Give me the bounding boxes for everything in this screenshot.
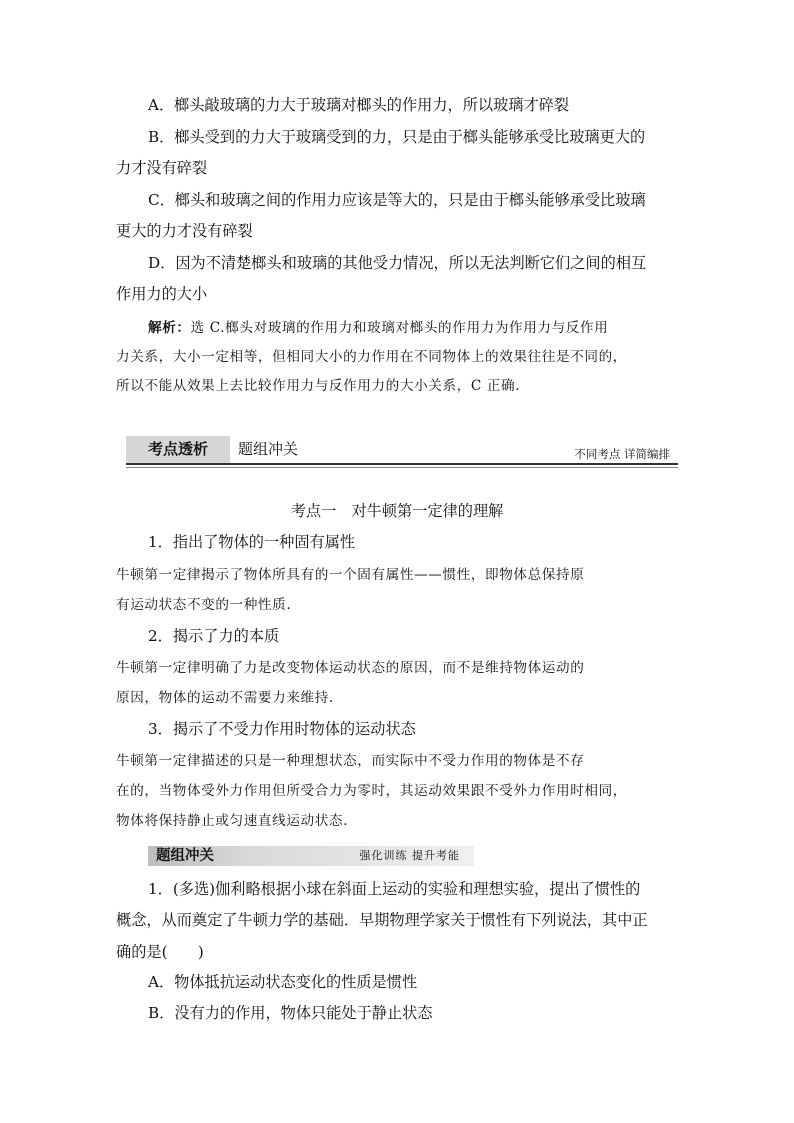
point3-line2: 在的，当物体受外力作用但所受合力为零时，其运动效果跟不受外力作用时相同， [116, 783, 627, 799]
section-rule-thin [126, 467, 678, 468]
point3-line1: 牛顿第一定律描述的只是一种理想状态，而实际中不受力作用的物体是不存 [116, 753, 585, 769]
option-d-line2: 作用力的大小 [116, 285, 208, 303]
practice-banner [148, 846, 474, 866]
q1-stem-line3: 确的是( ) [116, 943, 204, 961]
topic-title: 考点一 对牛顿第一定律的理解 [290, 502, 504, 520]
section-subtitle: 题组冲关 [238, 440, 299, 458]
analysis-line2: 力关系，大小一定相等，但相同大小的力作用在不同物体上的效果往往是不同的， [116, 349, 627, 365]
analysis-line3: 所以不能从效果上去比较作用力与反作用力的大小关系，C 正确. [116, 378, 521, 394]
analysis-text1: 选 C.榔头对玻璃的作用力和玻璃对榔头的作用力为作用力与反作用 [190, 320, 609, 336]
q1-option-a: A．物体抵抗运动状态变化的性质是惯性 [148, 973, 418, 991]
option-c-line2: 更大的力才没有碎裂 [116, 222, 253, 240]
section-rule [126, 463, 678, 465]
section-tag: 考点透析 [126, 436, 230, 463]
option-b-line1: B．榔头受到的力大于玻璃受到的力，只是由于榔头能够承受比玻璃更大的 [148, 128, 646, 146]
practice-banner-title: 题组冲关 [156, 848, 214, 864]
q1-stem-line2: 概念，从而奠定了牛顿力学的基础．早期物理学家关于惯性有下列说法，其中正 [116, 911, 648, 929]
point1-line1: 牛顿第一定律揭示了物体所具有的一个固有属性——惯性，即物体总保持原 [116, 567, 585, 583]
option-c-line1: C．榔头和玻璃之间的作用力应该是等大的，只是由于榔头能够承受比玻璃 [148, 191, 646, 209]
practice-banner-note: 强化训练 提升考能 [359, 849, 460, 862]
analysis-label: 解析： [148, 320, 191, 336]
analysis-line1 [148, 318, 678, 338]
option-b-line2: 力才没有碎裂 [116, 159, 208, 177]
point1-line2: 有运动状态不变的一种性质. [116, 597, 292, 613]
section-banner [116, 436, 678, 466]
point3-line3: 物体将保持静止或匀速直线运动状态. [116, 813, 349, 829]
option-d-line1: D．因为不清楚榔头和玻璃的其他受力情况，所以无法判断它们之间的相互 [148, 254, 647, 272]
section-right-note: 不同考点 详简编排 [574, 447, 670, 461]
point2-line1: 牛顿第一定律明确了力是改变物体运动状态的原因，而不是维持物体运动的 [116, 660, 585, 676]
point2-line2: 原因，物体的运动不需要力来维持. [116, 690, 334, 706]
point3-heading: 3．揭示了不受力作用时物体的运动状态 [148, 720, 416, 738]
q1-option-b: B．没有力的作用，物体只能处于静止状态 [148, 1004, 433, 1022]
q1-stem-line1: 1．(多选)伽利略根据小球在斜面上运动的实验和理想实验，提出了惯性的 [148, 880, 641, 898]
option-a: A．榔头敲玻璃的力大于玻璃对榔头的作用力，所以玻璃才碎裂 [148, 96, 570, 114]
point2-heading: 2．揭示了力的本质 [148, 627, 280, 645]
point1-heading: 1．指出了物体的一种固有属性 [148, 533, 356, 551]
